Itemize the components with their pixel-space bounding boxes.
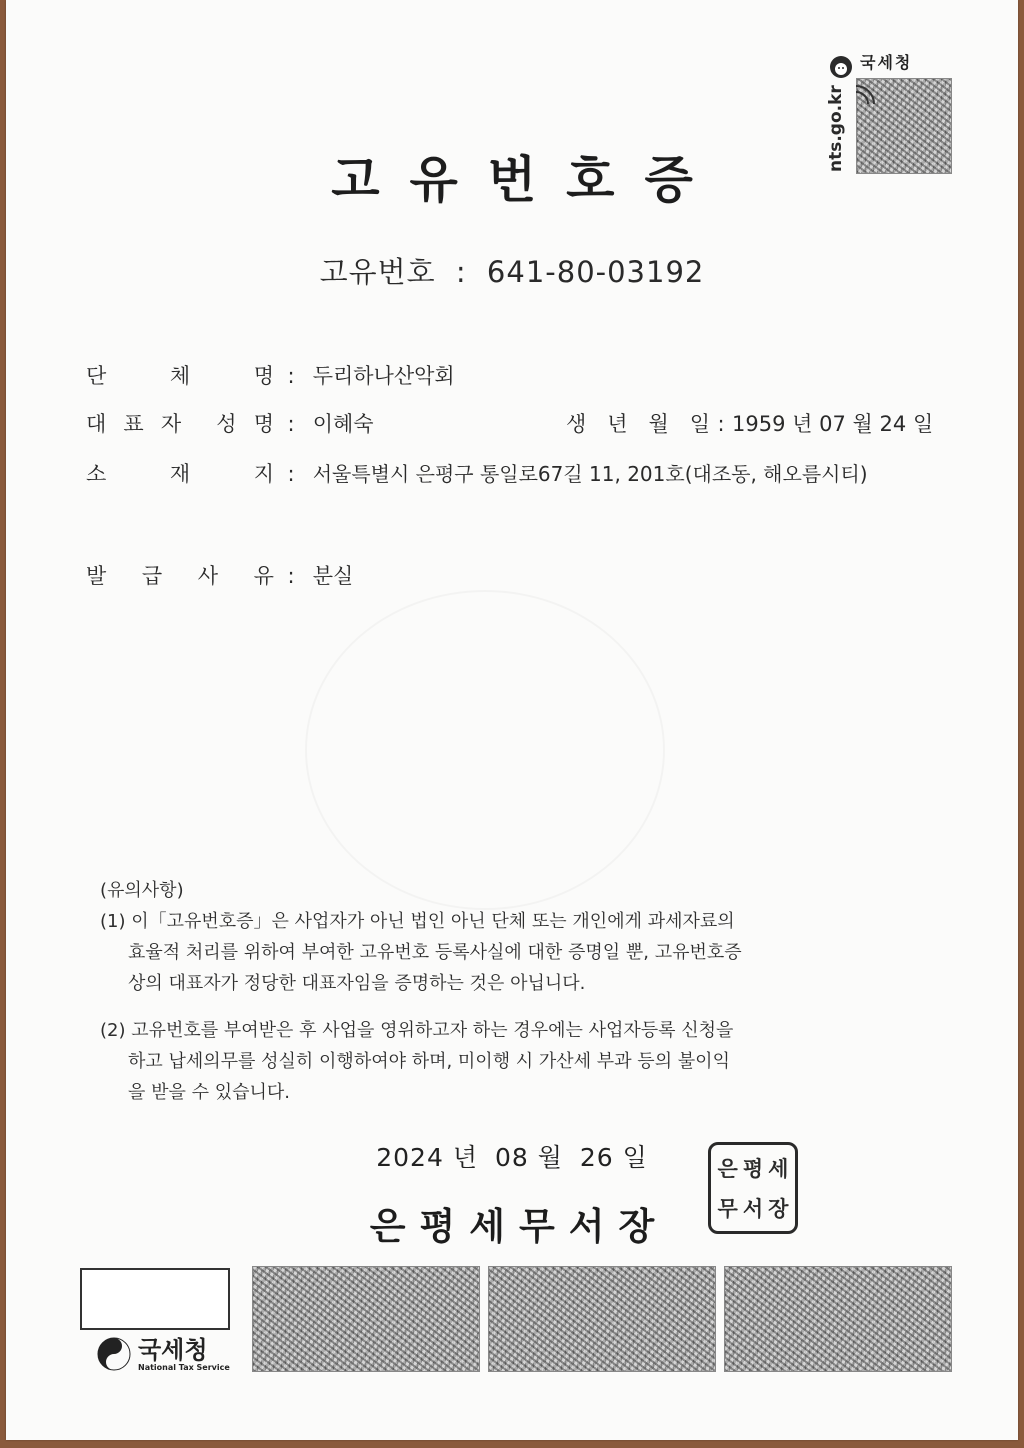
label-char: 명 <box>253 412 274 436</box>
birth-year: 1959 <box>732 412 786 436</box>
org-name-label <box>86 360 274 390</box>
year-unit: 년 <box>452 1143 478 1172</box>
birth-day: 24 <box>879 412 907 436</box>
reason-value: 분실 <box>312 564 354 588</box>
org-name-row <box>86 360 455 390</box>
reason-label <box>86 560 274 590</box>
note-1-line-2: 효율적 처리를 위하여 부여한 고유번호 등록사실에 대한 증명일 뿐, 고유번호증 <box>128 942 742 963</box>
day-unit: 일 <box>622 1143 648 1172</box>
label-char: 소 <box>86 462 107 486</box>
label-char: 유 <box>253 564 274 588</box>
org-name-value: 두리하나산악회 <box>312 364 455 388</box>
id-number-value: 641-80-03192 <box>486 255 705 289</box>
label-char: 체 <box>169 364 191 388</box>
label-char: 월 <box>648 412 669 436</box>
address-value: 서울특별시 은평구 통일로67길 11, 201호(대조동, 해오름시티) <box>312 462 868 486</box>
year-unit: 년 <box>792 412 813 436</box>
label-char: 명 <box>253 364 274 388</box>
qr-code-footer-2 <box>488 1266 716 1372</box>
representative-label <box>86 408 274 438</box>
colon: : <box>287 412 295 436</box>
issue-date <box>0 1138 1024 1174</box>
colon: : <box>287 462 295 486</box>
taegeuk-icon <box>96 1336 132 1372</box>
note-1-line-1: (1) 이「고유번호증」은 사업자가 아닌 법인 아닌 단체 또는 개인에게 과세자료의 <box>100 911 735 932</box>
issuing-office: 은평세무서장 <box>369 1205 669 1248</box>
label-char: 발 <box>86 564 107 588</box>
id-number-label: 고유번호 <box>319 255 436 289</box>
blank-box <box>80 1268 230 1330</box>
notes-heading: (유의사항) <box>100 880 184 901</box>
note-2-line-1: (2) 고유번호를 부여받은 후 사업을 영위하고자 하는 경우에는 사업자등록 신청을 <box>100 1020 734 1041</box>
nts-mascot-icon <box>828 54 854 80</box>
label-char: 표 <box>123 412 144 436</box>
colon: : <box>717 412 725 436</box>
note-2-line-3: 을 받을 수 있습니다. <box>128 1082 290 1103</box>
colon: : <box>287 364 295 388</box>
label-char: 일 <box>689 412 710 436</box>
nts-url: nts.go.kr <box>826 85 846 172</box>
footer-agency-name: 국세청 <box>138 1335 208 1364</box>
reason-row <box>86 560 353 590</box>
nts-header-logo <box>828 54 912 80</box>
watermark-emblem <box>305 590 665 910</box>
id-colon: : <box>455 255 467 289</box>
label-char: 성 <box>216 412 237 436</box>
note-1-line-3: 상의 대표자가 정당한 대표자임을 증명하는 것은 아닙니다. <box>128 973 586 994</box>
id-number-line <box>0 250 1024 291</box>
colon: : <box>287 564 295 588</box>
representative-value: 이혜숙 <box>312 412 374 436</box>
note-2-line-2: 하고 납세의무를 성실히 이행하여야 하며, 미이행 시 가산세 부과 등의 불이익 <box>128 1051 730 1072</box>
qr-code-footer-3 <box>724 1266 952 1372</box>
seal-char: 장 <box>768 1197 789 1221</box>
seal-char: 세 <box>768 1157 789 1181</box>
label-char: 자 <box>160 412 182 436</box>
notes-section <box>100 875 860 1108</box>
month-unit: 월 <box>852 412 873 436</box>
day-unit: 일 <box>912 412 934 436</box>
label-char: 대 <box>86 412 107 436</box>
birth-month: 07 <box>819 412 846 436</box>
issue-year: 2024 <box>376 1143 444 1172</box>
issue-day: 26 <box>579 1143 614 1172</box>
seal-char: 무 <box>717 1197 738 1221</box>
wifi-signal-icon <box>854 84 876 106</box>
issue-month: 08 <box>494 1143 529 1172</box>
label-char: 지 <box>253 462 274 486</box>
address-label <box>86 458 274 488</box>
seal-char: 서 <box>742 1197 764 1221</box>
official-seal-stamp <box>708 1142 798 1234</box>
nts-header-name: 국세청 <box>860 52 913 72</box>
birth-label <box>566 408 710 438</box>
label-char: 생 <box>566 412 587 436</box>
month-unit: 월 <box>537 1143 563 1172</box>
seal-char: 평 <box>742 1157 764 1181</box>
birth-row <box>566 408 933 438</box>
qr-code-footer-1 <box>252 1266 480 1372</box>
document-title: 고유번호증 <box>331 151 723 209</box>
label-char: 급 <box>141 564 163 588</box>
label-char: 사 <box>197 564 219 588</box>
label-char: 단 <box>86 364 107 388</box>
label-char: 년 <box>607 412 628 436</box>
address-row <box>86 458 868 488</box>
label-char: 재 <box>169 462 191 486</box>
representative-row <box>86 408 374 438</box>
nts-footer-logo <box>96 1336 230 1372</box>
footer-agency-name-en: National Tax Service <box>138 1362 230 1372</box>
seal-char: 은 <box>717 1157 738 1181</box>
